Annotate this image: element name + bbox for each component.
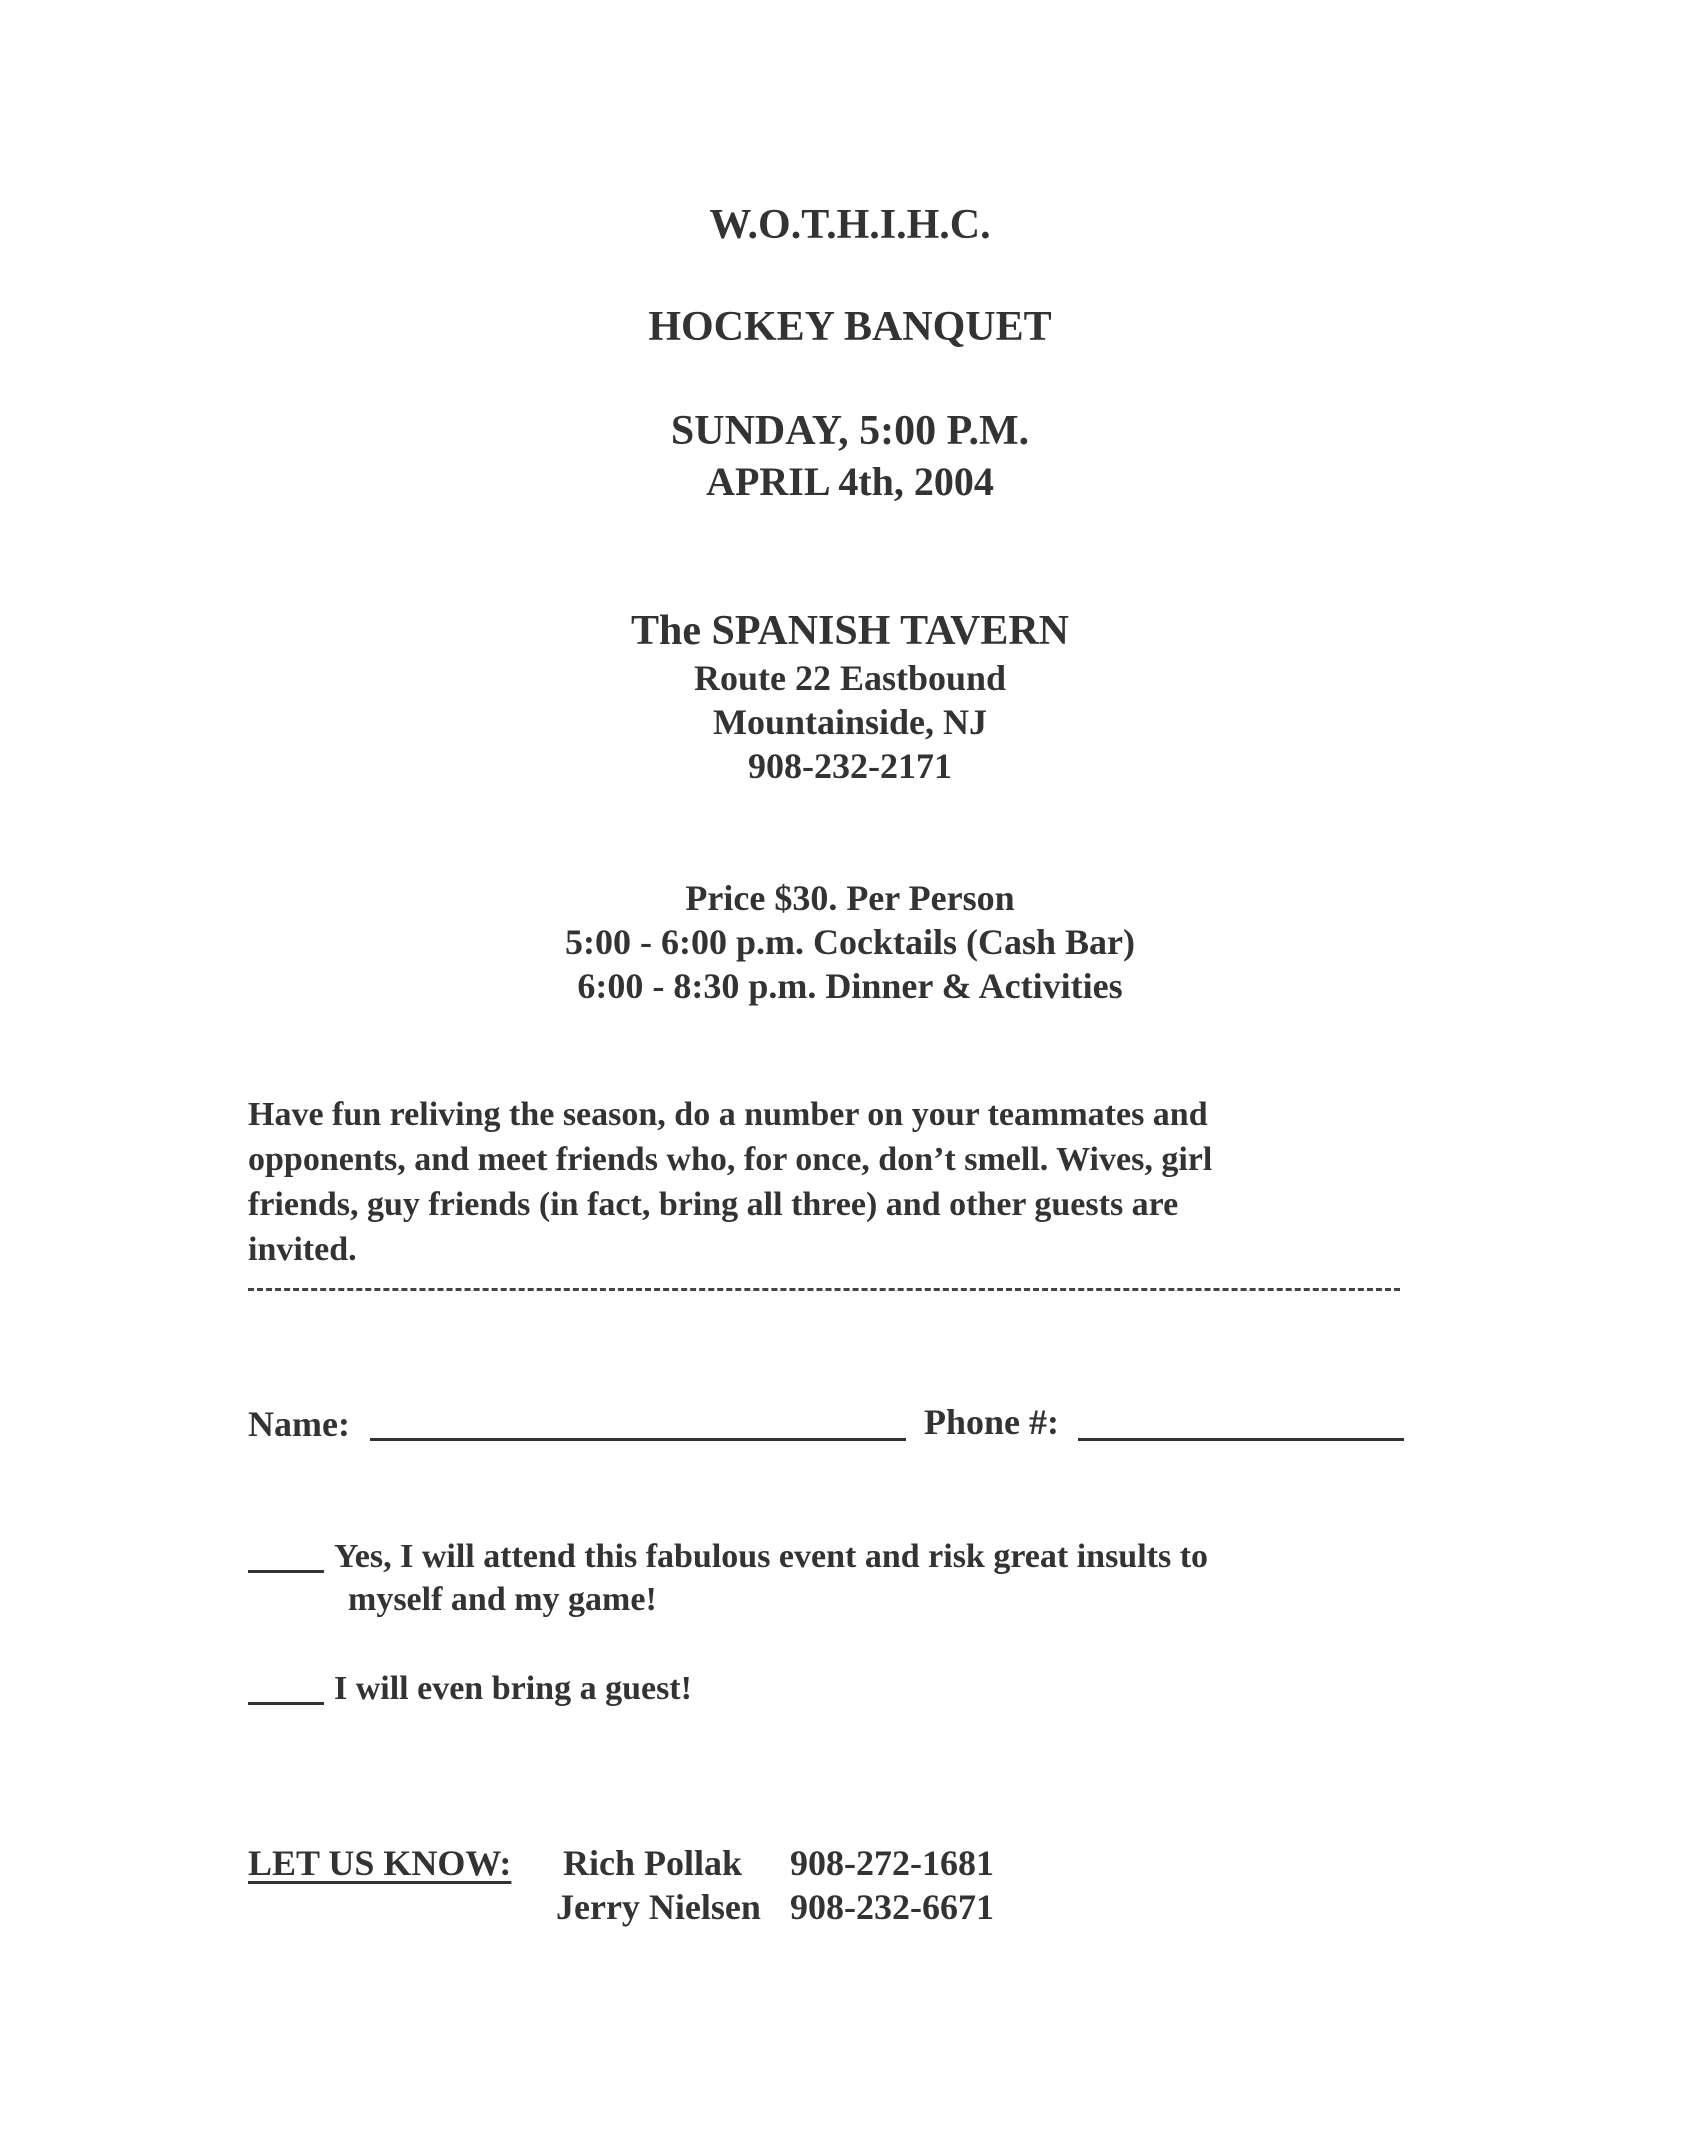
contact-name: Jerry Nielsen — [556, 1887, 761, 1927]
attend-text-line-1: Yes, I will attend this fabulous event and risk great insults to — [334, 1538, 1209, 1575]
guest-text: I will even bring a guest! — [334, 1670, 692, 1707]
contact-name: Rich Pollak — [563, 1843, 743, 1883]
phone-label: Phone #: — [924, 1402, 1059, 1442]
description-line-1: Have fun reliving the season, do a number on your teammates and — [248, 1096, 1208, 1133]
event-day-time: SUNDAY, 5:00 P.M. — [670, 408, 1030, 454]
description-line-3: friends, guy friends (in fact, bring all three) and other guests are — [248, 1186, 1179, 1223]
contact-phone: 908-232-6671 — [790, 1887, 994, 1927]
description-line-4: invited. — [248, 1231, 357, 1268]
cut-line-divider — [248, 1288, 1400, 1291]
venue-address-line2: Mountainside, NJ — [712, 702, 988, 742]
venue-phone: 908-232-2171 — [748, 746, 952, 786]
let-us-know-label: LET US KNOW: — [248, 1843, 512, 1883]
guest-checkbox-blank[interactable] — [248, 1702, 324, 1705]
name-blank[interactable] — [370, 1438, 906, 1441]
phone-blank[interactable] — [1078, 1438, 1404, 1441]
contact-phone: 908-272-1681 — [790, 1843, 994, 1883]
attend-text-line-2: myself and my game! — [348, 1581, 657, 1618]
dinner-time: 6:00 - 8:30 p.m. Dinner & Activities — [577, 966, 1123, 1006]
description-line-2: opponents, and meet friends who, for once, don’t smell. Wives, girl — [248, 1141, 1213, 1178]
attend-checkbox-blank[interactable] — [248, 1570, 324, 1573]
org-title: W.O.T.H.I.H.C. — [709, 202, 991, 248]
venue-name: The SPANISH TAVERN — [630, 608, 1069, 654]
price: Price $30. Per Person — [685, 878, 1015, 918]
event-title: HOCKEY BANQUET — [648, 304, 1052, 350]
name-label: Name: — [248, 1404, 350, 1444]
event-date: APRIL 4th, 2004 — [706, 459, 994, 504]
cocktails-time: 5:00 - 6:00 p.m. Cocktails (Cash Bar) — [565, 922, 1135, 962]
venue-address-line1: Route 22 Eastbound — [693, 658, 1007, 698]
